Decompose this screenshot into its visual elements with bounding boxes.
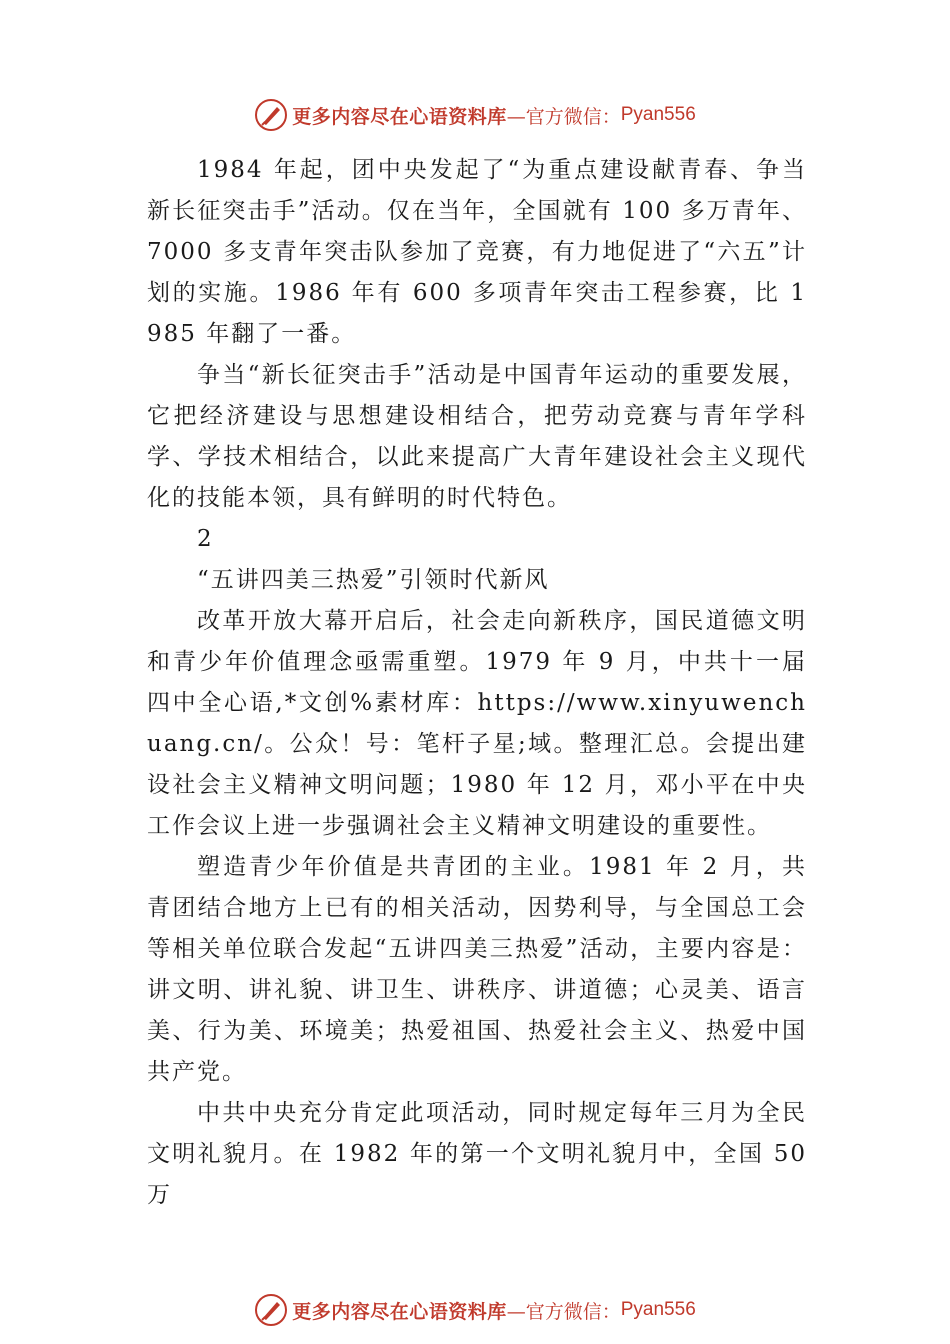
- paragraph: 中共中央充分肯定此项活动，同时规定每年三月为全民文明礼貌月。在 1982 年的第一个文明礼貌月中，全国 50 万: [147, 1100, 807, 1208]
- watermark-separator: —官方微信：: [506, 1300, 621, 1323]
- section-heading: “五讲四美三热爱”引领时代新风: [197, 567, 550, 593]
- watermark-wechat-id: Pyan556: [620, 104, 696, 125]
- watermark-wechat-id: Pyan556: [620, 1299, 696, 1320]
- watermark-separator: —官方微信：: [506, 105, 621, 128]
- watermark-footer: [0, 1290, 950, 1330]
- paragraph: 争当“新长征突击手”活动是中国青年运动的重要发展，它把经济建设与思想建设相结合，把劳动竞赛与青年学科学、学技术相结合，以此来提高广大青年建设社会主义现代化的技能本领，具有鲜明的时代特色。: [147, 362, 807, 511]
- watermark-title: 更多内容尽在心语资料库: [292, 1300, 507, 1323]
- watermark-header: [0, 95, 950, 135]
- paragraph: 1984 年起，团中央发起了“为重点建设献青春、争当新长征突击手”活动。仅在当年，全国就有 100 多万青年、7000 多支青年突击队参加了竞赛，有力地促进了“六五”计划的实施。1986 年有 600 多项青年突击工程参赛，比 1985 年翻了一番。: [147, 157, 807, 347]
- section-number: 2: [197, 526, 214, 552]
- paragraph: 塑造青少年价值是共青团的主业。1981 年 2 月，共青团结合地方上已有的相关活动，因势利导，与全国总工会等相关单位联合发起“五讲四美三热爱”活动，主要内容是：讲文明、讲礼貌、讲卫生、讲秩序、讲道德；心灵美、语言美、行为美、环境美；热爱祖国、热爱社会主义、热爱中国共产党。: [147, 854, 807, 1085]
- quill-logo-icon: [254, 98, 288, 132]
- paragraph: 改革开放大幕开启后，社会走向新秩序，国民道德文明和青少年价值理念亟需重塑。1979 年 9 月，中共十一届四中全心语,*文创%素材库：https://www.xinyuwenchuang.cn/。公众！号：笔杆子星;域。整理汇总。会提出建设社会主义精神文明问题；1980 年 12 月，邓小平在中央工作会议上进一步强调社会主义精神文明建设的重要性。: [147, 608, 807, 839]
- document-body: [147, 150, 807, 1216]
- quill-logo-icon: [254, 1293, 288, 1327]
- watermark-title: 更多内容尽在心语资料库: [292, 105, 507, 128]
